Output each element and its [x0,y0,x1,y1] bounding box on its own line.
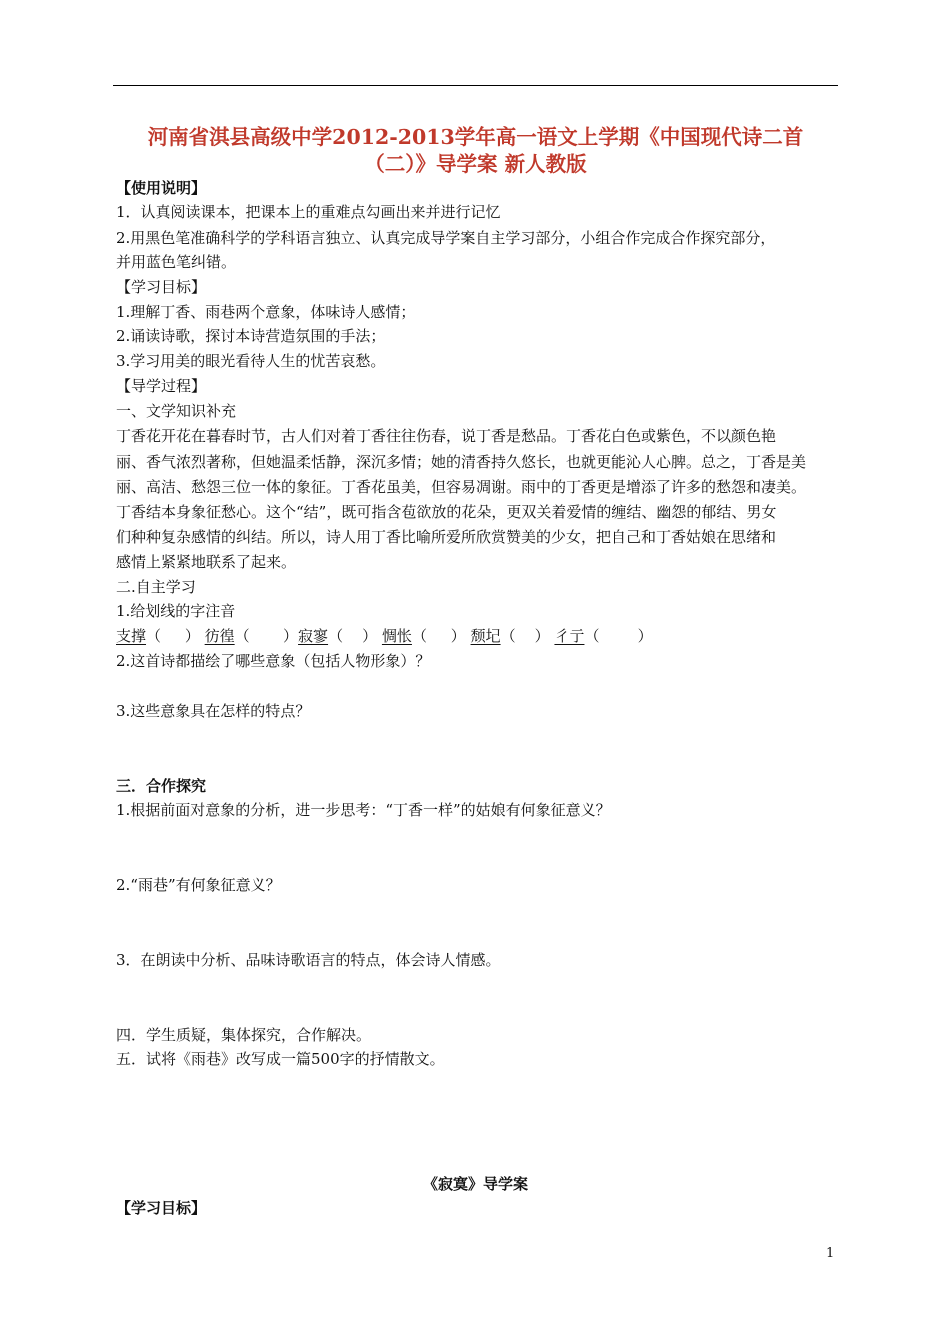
coop-question-2: 2.“雨巷”有何象征意义？ [116,876,281,894]
usage-item-2b: 并用蓝色笔纠错。 [116,253,237,271]
pinyin-row [116,626,653,646]
goal-item-1: 1.理解丁香、雨巷两个意象，体味诗人感情； [116,303,416,321]
usage-item-2a: 2.用黑色笔准确科学的学科语言独立、认真完成导学案自主学习部分，小组合作完成合作探究部分， [116,229,776,247]
page-number: 1 [826,1246,835,1261]
pinyin-word: 颓圮 [470,627,501,645]
answer-blank[interactable]: （ ） [146,627,200,645]
answer-blank[interactable]: （ ） [500,627,550,645]
pinyin-word: 彳亍 [554,627,585,645]
answer-blank[interactable]: （ ） [411,627,466,645]
lit-para-line: 丽、香气浓烈著称，但她温柔恬静，深沉多情；她的清香持久悠长，也就更能沁人心脾。总之，丁香是美 [116,453,807,471]
doc-title-line2: （二）》导学案 新人教版 [364,152,587,176]
section-2-heading: 二.自主学习 [116,578,196,596]
question-imagery: 2.这首诗都描绘了哪些意象（包括人物形象）？ [116,652,431,670]
goal-item-3: 3.学习用美的眼光看待人生的忧苦哀愁。 [116,352,386,370]
process-header: 【导学过程】 [116,377,207,395]
section-5-heading: 五．试将《雨巷》改写成一篇500字的抒情散文。 [116,1050,445,1068]
question-features: 3.这些意象具在怎样的特点？ [116,702,311,720]
goal-item-2: 2.诵读诗歌，探讨本诗营造氛围的手法； [116,327,386,345]
section-4-heading: 四．学生质疑，集体探究，合作解决。 [116,1026,372,1044]
answer-blank[interactable]: （ ） [234,627,299,645]
lit-para-line: 丁香结本身象征愁心。这个“结”，既可指含苞欲放的花朵，更双关着爱情的缠结、幽怨的郁结、男女 [116,503,777,521]
question-pinyin: 1.给划线的字注音 [116,602,236,620]
lit-para-line: 丽、高洁、愁怨三位一体的象征。丁香花虽美，但容易凋谢。雨中的丁香更是增添了许多的愁怨和凄美。 [116,478,807,496]
next-lesson-title: 《寂寞》导学案 [422,1175,528,1193]
lit-para-line: 们种种复杂感情的纠结。所以，诗人用丁香比喻所爱所欣赏赞美的少女，把自己和丁香姑娘在思绪和 [116,528,777,546]
coop-question-1: 1.根据前面对意象的分析，进一步思考：“丁香一样”的姑娘有何象征意义？ [116,801,611,819]
pinyin-word: 彷徨 [204,627,235,645]
goals-header: 【学习目标】 [116,278,207,296]
pinyin-word: 惆怅 [381,627,412,645]
lit-para-line: 丁香花开花在暮春时节，古人们对着丁香往往伤春，说丁香是愁品。丁香花白色或紫色，不以颜色艳 [116,427,777,445]
pinyin-word: 支撑 [116,627,147,645]
section-1-heading: 一、文学知识补充 [116,402,237,420]
answer-blank[interactable]: （ ） [328,627,378,645]
coop-question-3: 3．在朗读中分析、品味诗歌语言的特点，体会诗人情感。 [116,951,501,969]
next-goals-header: 【学习目标】 [116,1199,207,1217]
pinyin-word: 寂寥 [298,627,329,645]
header-rule [113,85,838,86]
usage-header: 【使用说明】 [116,179,207,197]
lit-para-line: 感情上紧紧地联系了起来。 [116,553,297,571]
answer-blank[interactable]: （ ） [584,627,653,645]
doc-title-line1: 河南省淇县高级中学2012-2013学年高一语文上学期《中国现代诗二首 [147,125,804,149]
section-3-heading: 三．合作探究 [116,777,207,795]
usage-item-1: 1．认真阅读课本，把课本上的重难点勾画出来并进行记忆 [116,203,501,221]
